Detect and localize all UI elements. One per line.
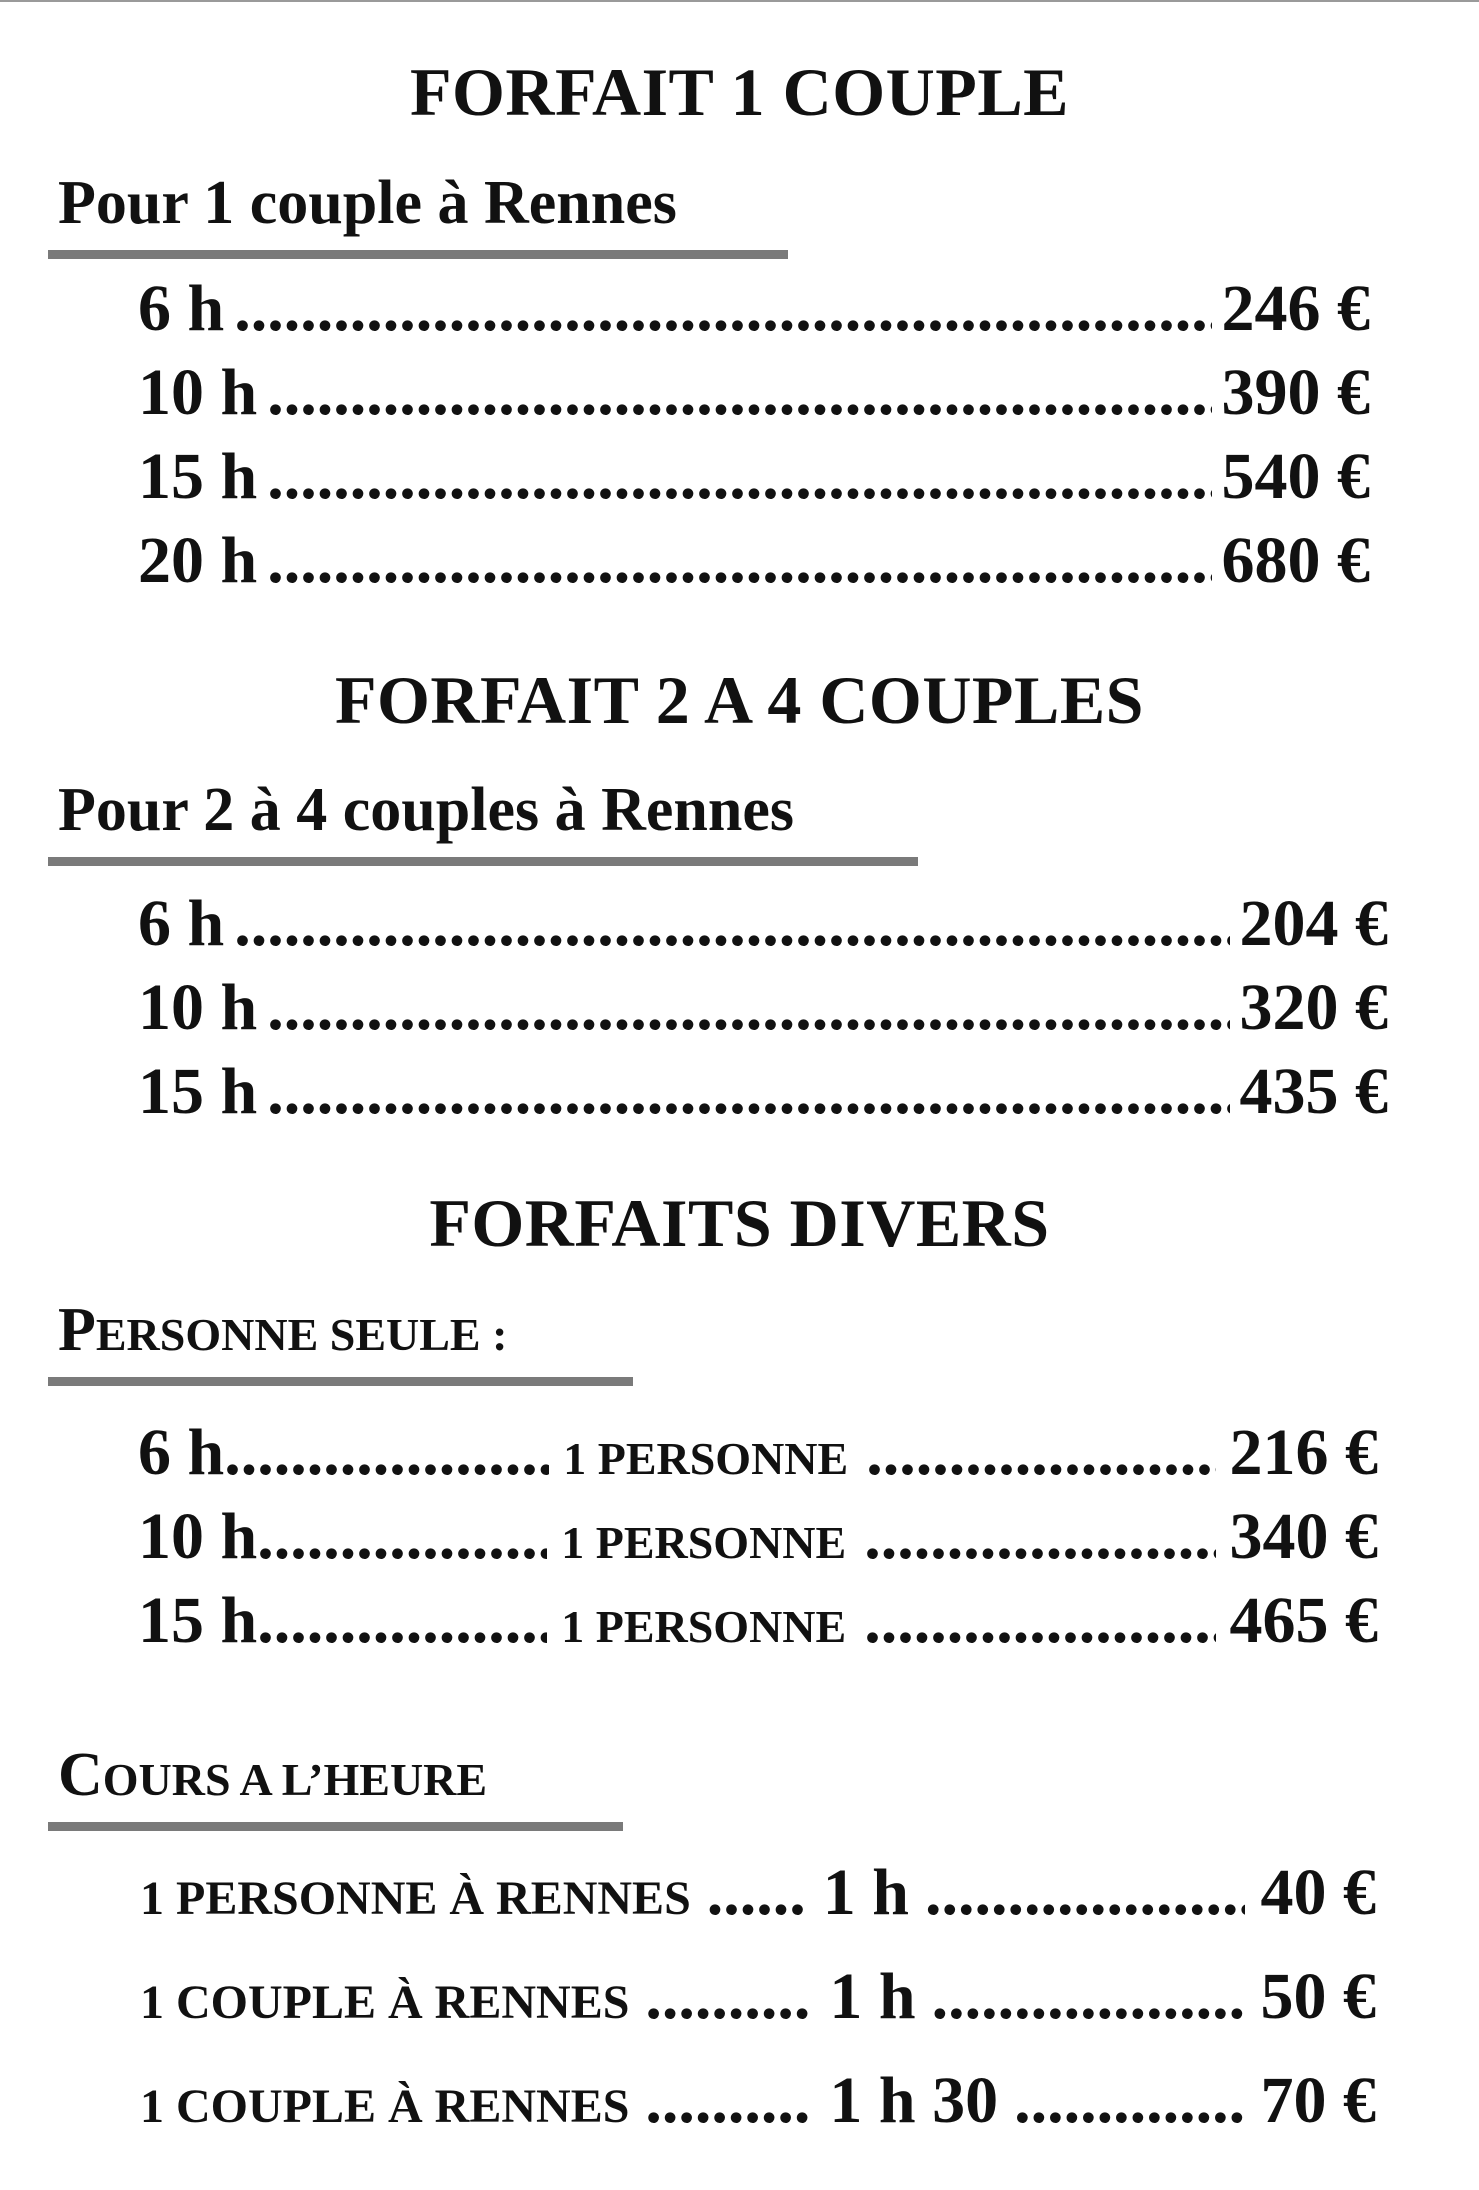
person-label: 1 PERSONNE [563,1433,849,1484]
dot-leader [866,1412,1215,1494]
price: 246 € [1221,272,1370,345]
subtitle-rest: ERSONNE SEULE : [95,1309,508,1360]
dot-leader [925,1852,1245,1934]
dot-leader [707,1852,807,1934]
price: 204 € [1239,887,1388,960]
price-row [138,883,1388,965]
price: 320 € [1239,971,1388,1044]
price-row [138,352,1370,434]
price: 40 € [1260,1856,1376,1929]
dot-leader [257,1580,547,1662]
duration: 20 h [138,524,258,597]
price: 50 € [1260,1960,1376,2033]
price-row [138,967,1388,1049]
price-row [138,1412,1378,1500]
dot-leader [932,1956,1245,2038]
subtitle-cours-heure [48,1735,623,1831]
dot-leader [864,1496,1215,1578]
price-row [138,1496,1378,1584]
dot-leader [234,268,1211,350]
price-row [138,436,1370,518]
price-row [140,2060,1376,2148]
price: 540 € [1221,440,1370,513]
dot-leader [267,1051,1229,1133]
subtitle-personne-seule [48,1290,633,1386]
duration: 15 h [138,1055,258,1128]
price-row [138,520,1370,602]
duration: 15 h [138,1584,258,1657]
duration: 6 h [138,1416,225,1489]
dot-leader [267,520,1211,602]
section-title-2-4-couples: FORFAIT 2 A 4 COUPLES [334,662,1144,738]
duration: 6 h [138,887,225,960]
price-row [138,1051,1388,1133]
subtitle-initial: C [58,1741,103,1809]
duration: 1 h [829,1960,916,2033]
duration: 10 h [138,1500,258,1573]
course-label: 1 PERSONNE À RENNES [140,1872,691,1925]
person-label: 1 PERSONNE [561,1601,847,1652]
price-row [138,1580,1378,1668]
price: 70 € [1260,2064,1376,2137]
subtitle-1-couple: Pour 1 couple à Rennes [48,163,788,259]
price-row [140,1852,1376,1940]
dot-leader [1014,2060,1244,2142]
duration: 15 h [138,440,258,513]
duration: 10 h [138,971,258,1044]
section-title-divers: FORFAITS DIVERS [429,1185,1050,1261]
dot-leader [267,352,1211,434]
dot-leader [267,967,1229,1049]
duration: 1 h 30 [829,2064,999,2137]
subtitle-2-4-couples: Pour 2 à 4 couples à Rennes [48,770,918,866]
price: 216 € [1229,1416,1378,1489]
price-row [140,1956,1376,2044]
dot-leader [645,2060,813,2142]
dot-leader [267,436,1211,518]
subtitle-initial: P [58,1296,96,1364]
course-label: 1 COUPLE À RENNES [140,2080,630,2133]
price: 680 € [1221,524,1370,597]
duration: 10 h [138,356,258,429]
dot-leader [864,1580,1215,1662]
price: 390 € [1221,356,1370,429]
duration: 1 h [822,1856,909,1929]
price: 465 € [1229,1584,1378,1657]
dot-leader [234,883,1229,965]
section-title-1-couple: FORFAIT 1 COUPLE [409,54,1070,130]
dot-leader [257,1496,547,1578]
price-row [138,268,1370,350]
price: 435 € [1239,1055,1388,1128]
duration: 6 h [138,272,225,345]
dot-leader [645,1956,813,2038]
course-label: 1 COUPLE À RENNES [140,1976,630,2029]
price: 340 € [1229,1500,1378,1573]
person-label: 1 PERSONNE [561,1517,847,1568]
dot-leader [224,1412,549,1494]
subtitle-rest: OURS A L’HEURE [102,1754,488,1805]
